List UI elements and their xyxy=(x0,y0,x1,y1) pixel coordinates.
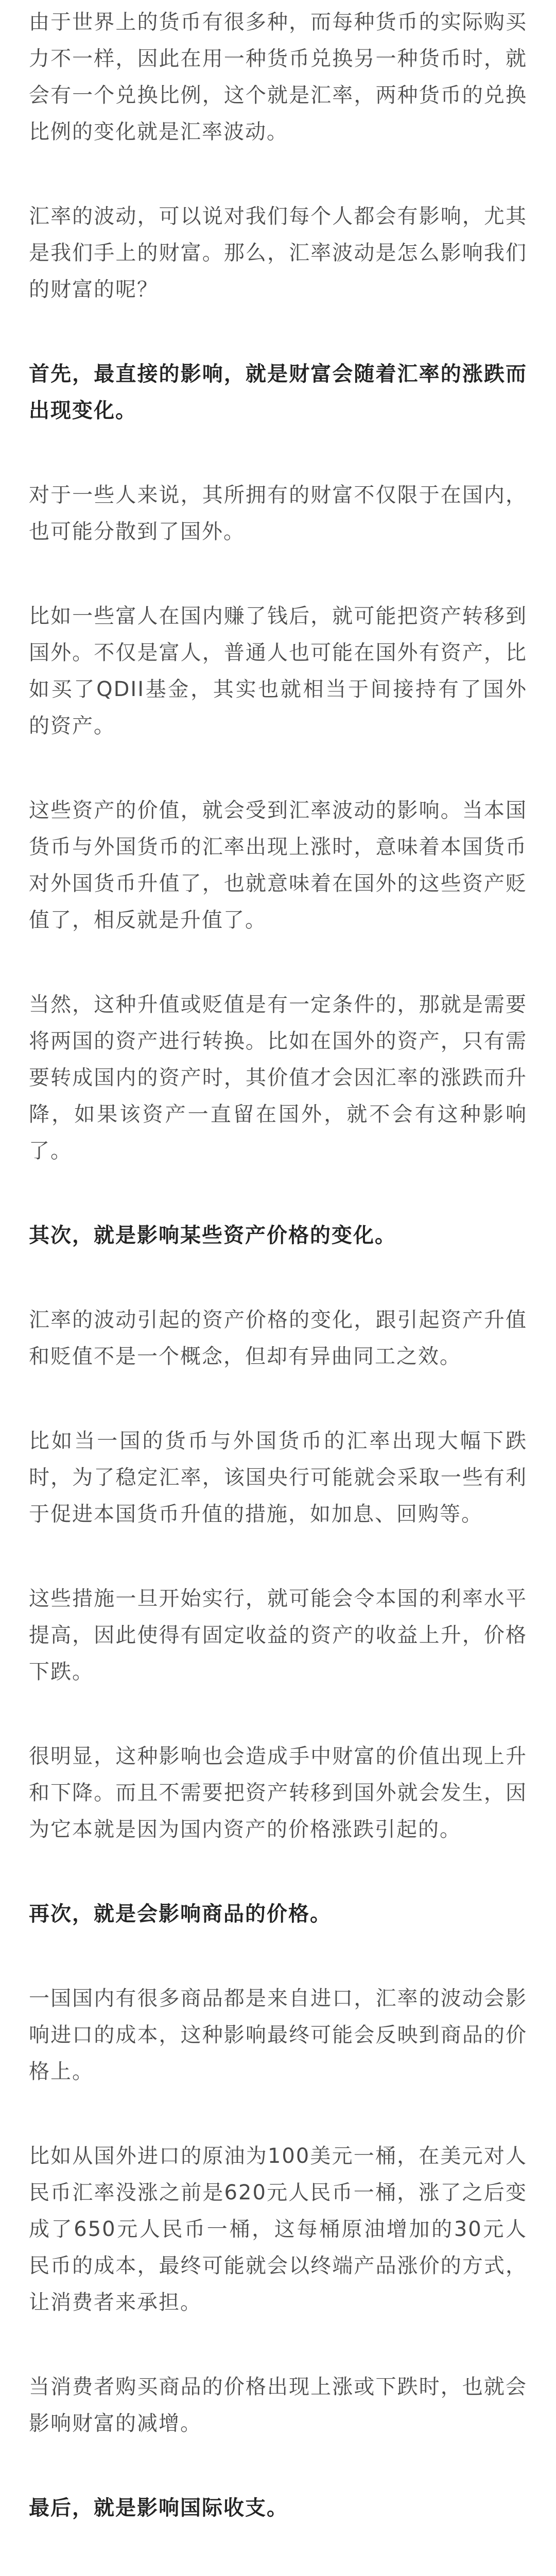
article-body xyxy=(29,4,527,2576)
section-heading: 再次，就是会影响商品的价格。 xyxy=(29,1902,332,1926)
section-heading: 其次，就是影响某些资产价格的变化。 xyxy=(29,1224,396,1247)
paragraph: 很明显，这种影响也会造成手中财富的价值出现上升和下降。而且不需要把资产转移到国外就会发生，因为它本就是因为国内资产的价格涨跌引起的。 xyxy=(29,1744,527,1841)
paragraph: 这些资产的价值，就会受到汇率波动的影响。当本国货币与外国货币的汇率出现上涨时，意味着本国货币对外国货币升值了，也就意味着在国外的这些资产贬值了，相反就是升值了。 xyxy=(29,799,527,932)
section-heading: 最后，就是影响国际收支。 xyxy=(29,2496,288,2520)
paragraph: 一国国内有很多商品都是来自进口，汇率的波动会影响进口的成本，这种影响最终可能会反映到商品的价格上。 xyxy=(29,1987,527,2083)
paragraph: 这些措施一旦开始实行，就可能会令本国的利率水平提高，因此使得有固定收益的资产的收益上升，价格下跌。 xyxy=(29,1587,527,1684)
paragraph: 比如一些富人在国内赚了钱后，就可能把资产转移到国外。不仅是富人，普通人也可能在国外有资产，比如买了QDII基金，其实也就相当于间接持有了国外的资产。 xyxy=(29,604,527,738)
paragraph: 当然，这种升值或贬值是有一定条件的，那就是需要将两国的资产进行转换。比如在国外的资产，只有需要转成国内的资产时，其价值才会因汇率的涨跌而升降，如果该资产一直留在国外，就不会有这种影响了。 xyxy=(29,993,527,1163)
paragraph: 由于世界上的货币有很多种，而每种货币的实际购买力不一样，因此在用一种货币兑换另一种货币时，就会有一个兑换比例，这个就是汇率，两种货币的兑换比例的变化就是汇率波动。 xyxy=(29,10,527,144)
paragraph: 比如从国外进口的原油为100美元一桶，在美元对人民币汇率没涨之前是620元人民币一桶，涨了之后变成了650元人民币一桶，这每桶原油增加的30元人民币的成本，最终可能就会以终端产品涨价的方式，让消费者来承担。 xyxy=(29,2144,527,2314)
paragraph: 对于一些人来说，其所拥有的财富不仅限于在国内，也可能分散到了国外。 xyxy=(29,483,527,544)
section-heading: 首先，最直接的影响，就是财富会随着汇率的涨跌而出现变化。 xyxy=(29,362,527,422)
paragraph: 比如当一国的货币与外国货币的汇率出现大幅下跌时，为了稳定汇率，该国央行可能就会采取一些有利于促进本国货币升值的措施，如加息、回购等。 xyxy=(29,1429,527,1526)
paragraph: 汇率的波动引起的资产价格的变化，跟引起资产升值和贬值不是一个概念，但却有异曲同工之效。 xyxy=(29,1308,527,1368)
paragraph: 当消费者购买商品的价格出现上涨或下跌时，也就会影响财富的减增。 xyxy=(29,2375,527,2435)
paragraph: 汇率的波动，可以说对我们每个人都会有影响，尤其是我们手上的财富。那么，汇率波动是怎么影响我们的财富的呢？ xyxy=(29,205,527,301)
